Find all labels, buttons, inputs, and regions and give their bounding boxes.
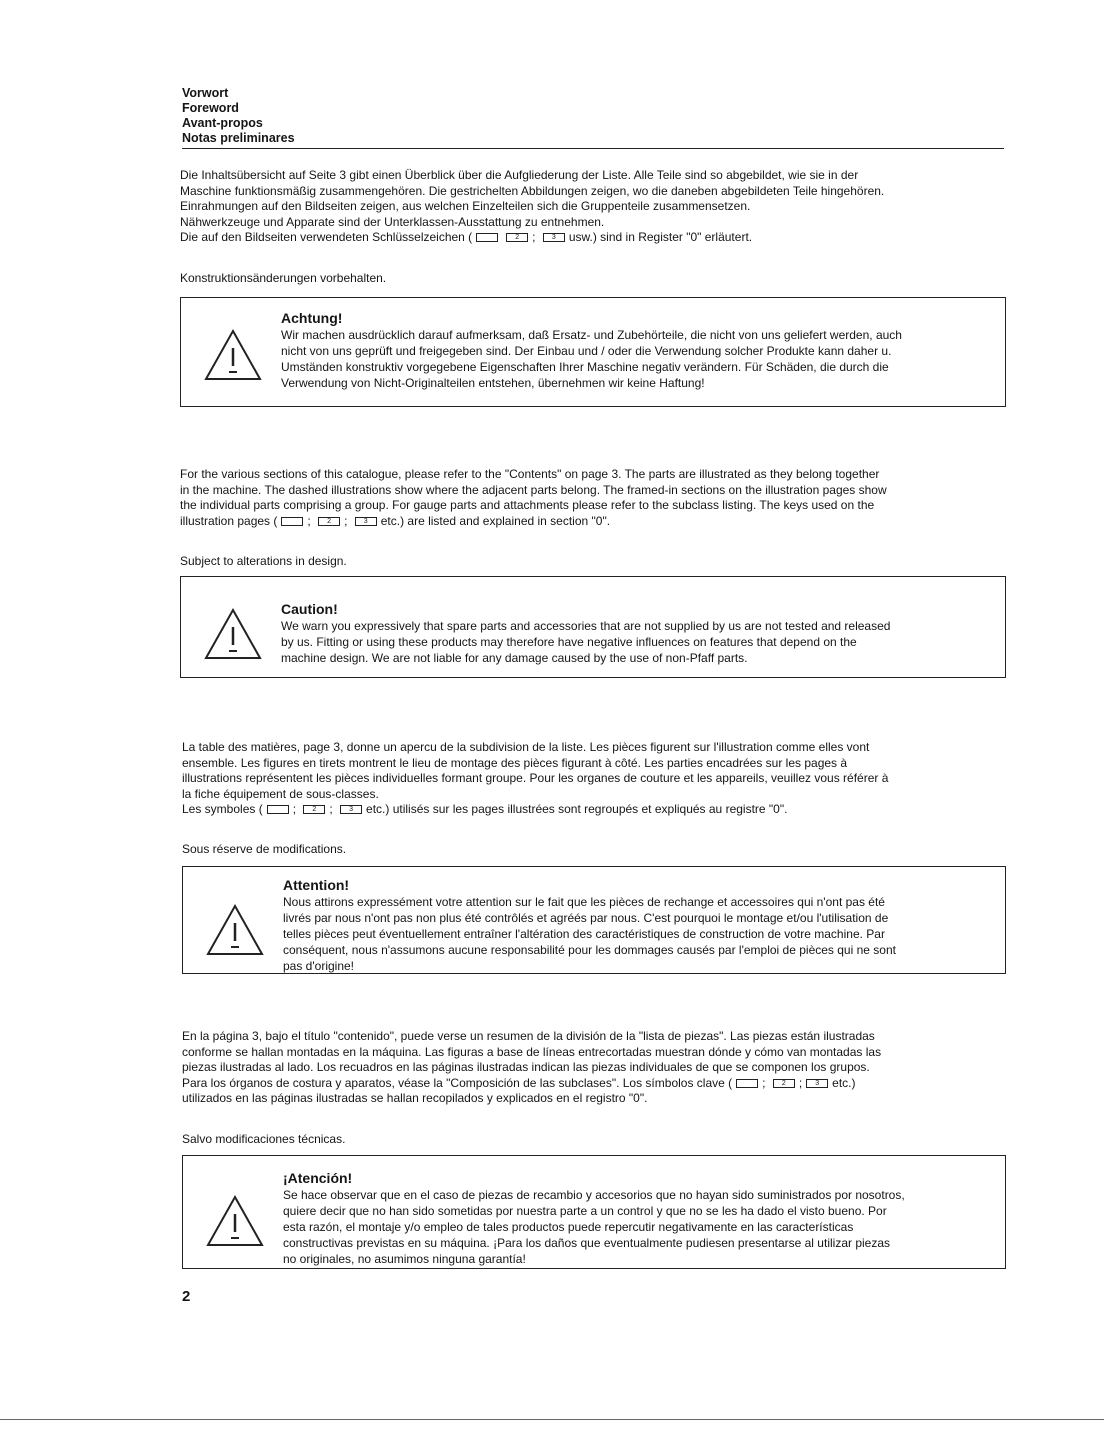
fr-keys-line: Les symboles ( ; 2 ; 3 etc.) utilisés sur les pages illustrées sont regroupés et expliqués au registre "0".	[182, 802, 788, 816]
warning-triangle-icon	[203, 328, 263, 382]
fr-warning-title: Attention!	[283, 877, 350, 893]
key-symbol-2: 2	[506, 233, 528, 242]
key-symbol-3: 3	[340, 805, 362, 814]
key-symbol-2: 2	[303, 805, 325, 814]
fr-intro: La table des matières, page 3, donne un apercu de la subdivision de la liste. Les pièces figurent sur l'illustration comme elles vont ensemble. Les figures en tirets montrent le lieu de montage des pièces figurant à côté. Les parties encadrées sur les pages à illustrations représentent les pièces individuelles formant groupe. Pour les organes de couture et les appareils, veuillez vous référer à la fiche équipement de sous-classes. Les symboles ( ; 2 ; 3 etc.) utilisés sur les pages illustrées sont regroupés et expliqués au registre "0".	[182, 740, 889, 816]
bottom-rule	[0, 1419, 1104, 1420]
en-warning-title: Caution!	[281, 601, 338, 617]
key-symbol-3: 3	[355, 517, 377, 526]
heading-block	[182, 86, 1004, 149]
key-symbol-2: 2	[773, 1079, 795, 1088]
en-intro: For the various sections of this catalogue, please refer to the "Contents" on page 3. The parts are illustrated as they belong together in the machine. The dashed illustrations show where the adjacent parts belong. The framed-in sections on the illustration pages show the individual parts comprising a group. For gauge parts and attachments please refer to the subclass listing. The keys used on the illustration pages ( ; 2 ; 3 etc.) are listed and explained in section "0".	[180, 467, 887, 528]
en-keys-line: illustration pages ( ; 2 ; 3 etc.) are listed and explained in section "0".	[180, 513, 611, 528]
de-warning-box	[180, 297, 1006, 407]
warning-triangle-icon	[205, 1194, 265, 1248]
warning-triangle-icon	[203, 607, 263, 661]
es-intro: En la página 3, bajo el título "contenido", puede verse un resumen de la división de la "lista de piezas". Las piezas están ilustradas conforme se hallan montadas en la máquina. Las figuras a base de líneas entrecortadas muestran dónde y cómo van montadas las piezas ilustradas al lado. Los recuadros en las páginas ilustradas indican las piezas individuales de que se componen los grupos. Para los órganos de costura y aparatos, véase la "Composición de las subclases". Los símbolos clave ( ; 2 ; 3 etc.) utilizados en las páginas ilustradas se hallan recopilados y explicados en el registro "0".	[182, 1029, 882, 1105]
de-warning-body: Wir machen ausdrücklich darauf aufmerksam, daß Ersatz- und Zubehörteile, die nicht von uns geliefert werden, auch nicht von uns geprüft und freigegeben sind. Der Einbau und / oder die Verwendung solcher Produkte kann daher u. Umständen konstruktiv vorgegebene Eigenschaften Ihrer Maschine negativ verändern. Für Schäden, die durch die Verwendung von Nicht-Originalteilen entstehen, übernehmen wir keine Haftung!	[281, 328, 902, 390]
heading-es: Notas preliminares	[182, 131, 295, 145]
heading-en: Foreword	[182, 101, 239, 115]
key-symbol-2: 2	[318, 517, 340, 526]
fr-note: Sous réserve de modifications.	[182, 842, 347, 856]
key-symbol-1	[736, 1079, 758, 1088]
de-intro: Die Inhaltsübersicht auf Seite 3 gibt einen Überblick über die Aufgliederung der Liste. Alle Teile sind so abgebildet, wie sie in der Maschine funktionsmäßig zusammengehören. Die gestrichelten Abbildungen zeigen, wo die daneben abgebildeten Teile hingehören. Einrahmungen auf den Bildseiten zeigen, aus welchen Einzelteilen sich die Gruppenteile zusammensetzen. Nähwerkzeuge und Apparate sind der Unterklassen-Ausstattung zu entnehmen. Die auf den Bildseiten verwendeten Schlüsselzeichen ( 2 ; 3 usw.) sind in Register "0" erläutert.	[180, 168, 885, 244]
heading-de: Vorwort	[182, 86, 229, 100]
fr-warning-body: Nous attirons expressément votre attention sur le fait que les pièces de rechange et accessoires qui n'ont pas été livrés par nous n'ont pas non plus été contrôlés et agréés par nous. C'est pourquoi le montage et/ou l'utilisation de telles pièces peut éventuellement entraîner l'altération des caractéristiques de construction de votre machine. Par conséquent, nous n'assumons aucune responsabilité pour les dommages causés par l'emploi de pièces qui ne sont pas d'origine!	[283, 895, 896, 973]
es-warning-box	[182, 1155, 1006, 1269]
page-number: 2	[182, 1288, 191, 1305]
es-note: Salvo modificaciones técnicas.	[182, 1132, 346, 1146]
es-keys-line: Para los órganos de costura y aparatos, véase la "Composición de las subclases". Los símbolos clave ( ; 2 ; 3 etc.)	[182, 1075, 856, 1090]
heading-fr: Avant-propos	[182, 116, 263, 130]
en-warning-body: We warn you expressively that spare parts and accessories that are not supplied by us are not tested and released by us. Fitting or using these products may therefore have negative influences on features that depend on the machine design. We are not liable for any damage caused by the use of non-Pfaff parts.	[281, 619, 891, 665]
fr-warning-box	[182, 866, 1006, 974]
es-warning-body: Se hace observar que en el caso de piezas de recambio y accesorios que no hayan sido suministrados por nosotros, quiere decir que no han sido sometidas por nuestra parte a un control y que no se les ha dado el visto bueno. Por esta razón, el montaje y/o empleo de tales productos puede repercutir negativamente en las características constructivas previstas en su máquina. ¡Para los daños que eventualmente pudiesen presentarse al utilizar piezas no originales, no asumimos ninguna garantía!	[283, 1188, 905, 1266]
key-symbol-3: 3	[543, 233, 565, 242]
key-symbol-1	[281, 517, 303, 526]
de-note: Konstruktionsänderungen vorbehalten.	[180, 271, 387, 285]
key-symbol-1	[476, 233, 498, 242]
de-warning-title: Achtung!	[281, 310, 343, 326]
en-warning-box	[180, 576, 1006, 678]
de-keys-line: Die auf den Bildseiten verwendeten Schlüsselzeichen ( 2 ; 3 usw.) sind in Register "0" erläutert.	[180, 230, 753, 244]
warning-triangle-icon	[205, 903, 265, 957]
es-warning-title: ¡Atención!	[283, 1170, 353, 1186]
key-symbol-1	[267, 805, 289, 814]
key-symbol-3: 3	[806, 1079, 828, 1088]
en-note: Subject to alterations in design.	[180, 554, 347, 568]
